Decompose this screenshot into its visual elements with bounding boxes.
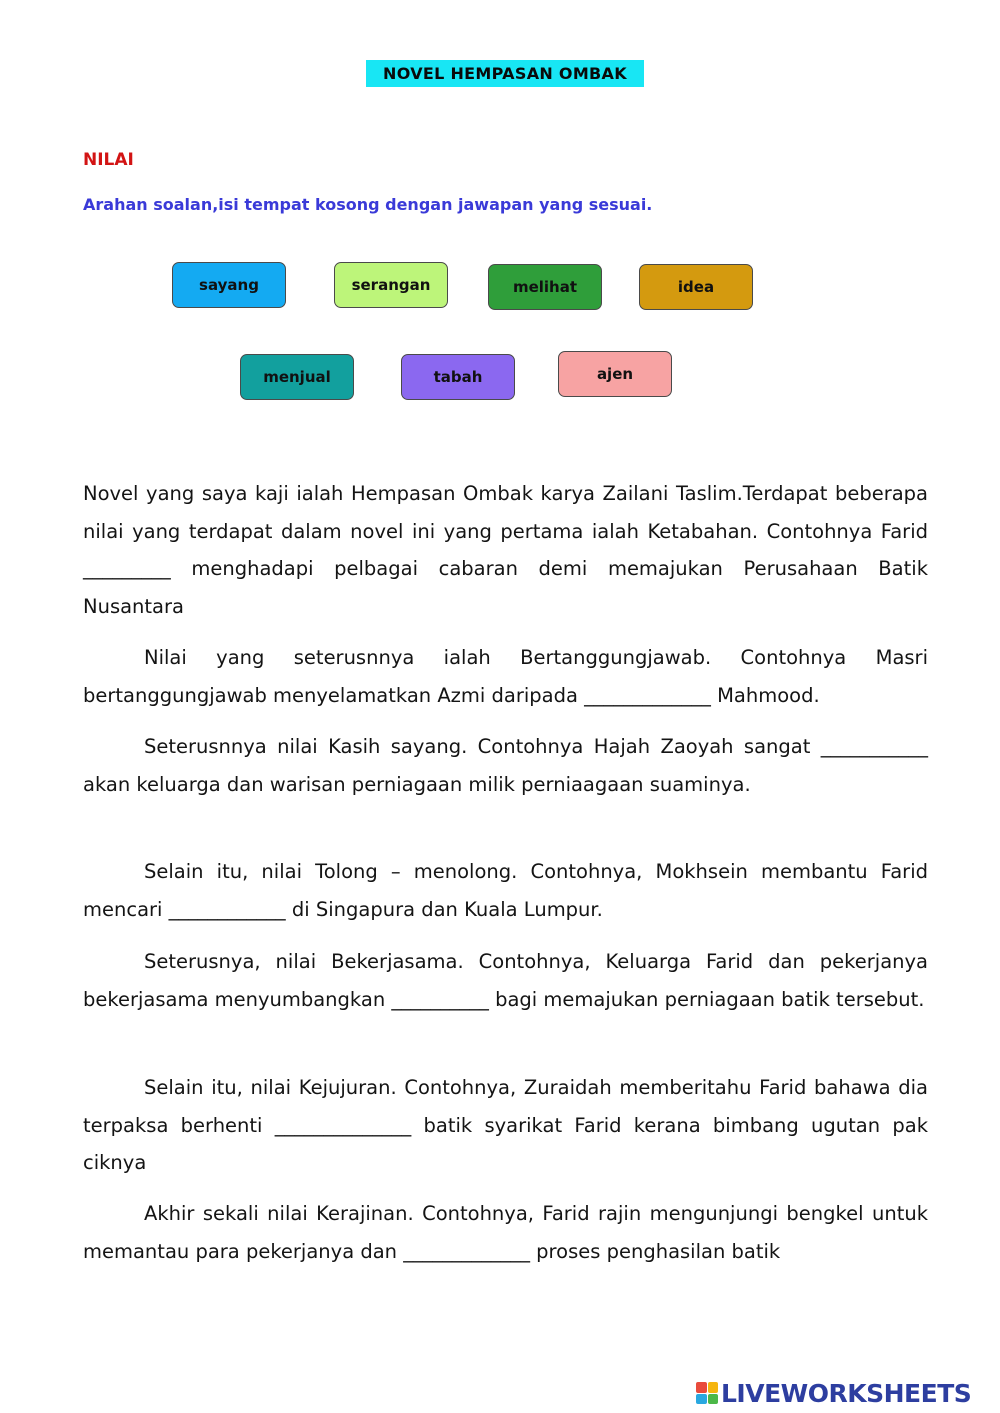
answer-blank-5[interactable]: __________ bbox=[391, 987, 489, 1011]
brand-name: LIVEWORKSHEETS bbox=[721, 1378, 972, 1408]
paragraph-5: Seterusnya, nilai Bekerjasama. Contohnya, Keluarga Farid dan pekerjanya bekerjasama menyumbangkan __________ bagi memajukan perniagaan batik tersebut. bbox=[83, 950, 928, 1011]
liveworksheets-logo bbox=[696, 1378, 971, 1408]
paragraph-6: Selain itu, nilai Kejujuran. Contohnya, Zuraidah memberitahu Farid bahawa dia terpaksa berhenti ______________ batik syarikat Farid kerana bimbang ugutan pak ciknya bbox=[83, 1076, 928, 1174]
answer-blank-1[interactable]: _________ bbox=[83, 557, 171, 580]
liveworksheets-logo-icon bbox=[696, 1382, 718, 1404]
word-chip-sayang[interactable]: sayang bbox=[172, 262, 286, 308]
paragraph-4: Selain itu, nilai Tolong – menolong. Contohnya, Mokhsein membantu Farid mencari ____________ di Singapura dan Kuala Lumpur. bbox=[83, 860, 928, 921]
answer-blank-7[interactable]: _____________ bbox=[403, 1239, 530, 1263]
word-chip-tabah[interactable]: tabah bbox=[401, 354, 515, 400]
paragraph-1: Novel yang saya kaji ialah Hempasan Ombak karya Zailani Taslim.Terdapat beberapa nilai yang terdapat dalam novel ini yang pertama ialah Ketabahan. Contohnya Farid _________ menghadapi pelbagai cabaran demi memajukan Perusahaan Batik Nusantara bbox=[83, 482, 928, 618]
answer-blank-6[interactable]: ______________ bbox=[274, 1113, 412, 1137]
word-chip-serangan[interactable]: serangan bbox=[334, 262, 448, 308]
word-chip-melihat[interactable]: melihat bbox=[488, 264, 602, 310]
paragraph-7: Akhir sekali nilai Kerajinan. Contohnya, Farid rajin mengunjungi bengkel untuk memantau para pekerjanya dan _____________ proses penghasilan batik bbox=[83, 1202, 928, 1263]
answer-blank-4[interactable]: ____________ bbox=[168, 897, 286, 921]
word-chip-ajen[interactable]: ajen bbox=[558, 351, 672, 397]
section-heading: NILAI bbox=[83, 150, 134, 170]
page-title: NOVEL HEMPASAN OMBAK bbox=[366, 60, 644, 87]
answer-blank-2[interactable]: _____________ bbox=[584, 683, 711, 707]
word-chip-idea[interactable]: idea bbox=[639, 264, 753, 310]
word-chip-menjual[interactable]: menjual bbox=[240, 354, 354, 400]
answer-blank-3[interactable]: ___________ bbox=[820, 735, 928, 758]
instruction-text: Arahan soalan,isi tempat kosong dengan jawapan yang sesuai. bbox=[83, 195, 653, 214]
paragraph-2: Nilai yang seterusnnya ialah Bertanggungjawab. Contohnya Masri bertanggungjawab menyelamatkan Azmi daripada _____________ Mahmood. bbox=[83, 646, 928, 707]
paragraph-3: Seterusnnya nilai Kasih sayang. Contohnya Hajah Zaoyah sangat ___________ akan keluarga dan warisan perniagaan milik perniaagaan suaminya. bbox=[83, 735, 928, 796]
